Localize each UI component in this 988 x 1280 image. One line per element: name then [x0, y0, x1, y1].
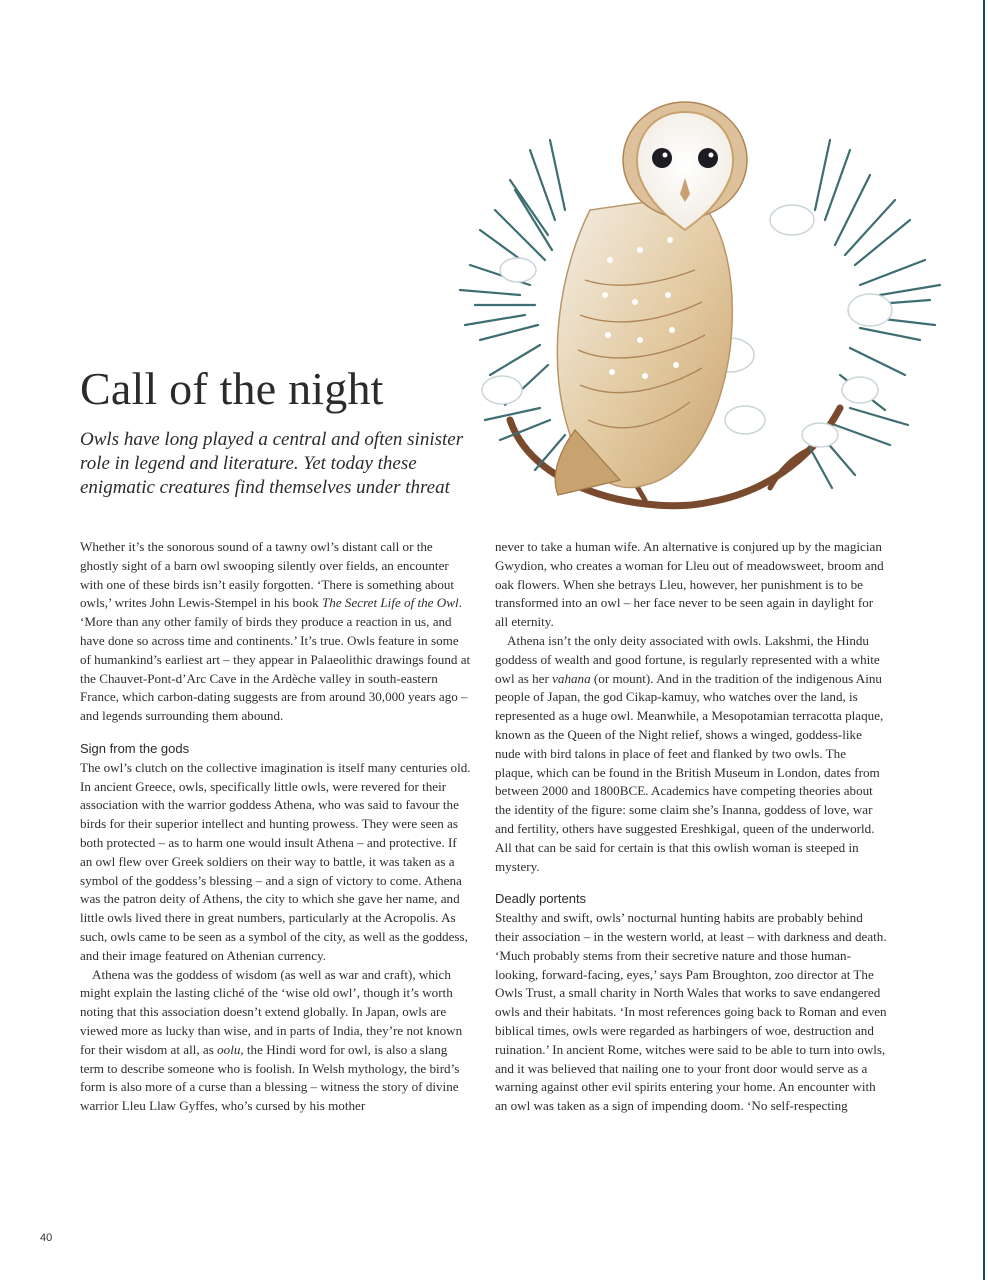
book-title: The Secret Life of the Owl: [321, 595, 459, 611]
paragraph-text: . ‘More than any other family of birds they produce a reaction in us, and have done so across time and continents.’ It’s true. Owls feature in some of humankind’s earliest art – they appear in Palaeolithic drawings found at the Chauvet-Pont-d’Arc Cave in the Ardèche valley in south-eastern France, which carbon-dating suggests are from around 30,000 years ago – and legends surrounding them abound.: [80, 595, 471, 724]
body-column-right: [495, 538, 887, 1116]
section-subhead: Sign from the gods: [80, 740, 190, 756]
foreign-word: vahana: [552, 670, 591, 686]
body-paragraph: never to take a human wife. An alternative is conjured up by the magician Gwydion, who creates a woman for Lleu out of meadowsweet, broom and oak flowers. When she betrays Lleu, however, her punishment is to be transformed into an owl – her face never to be seen again in daylight for all eternity.: [495, 539, 884, 630]
article-standfirst: Owls have long played a central and often sinister role in legend and literature. Yet today these enigmatic creatures find themselves under threat: [80, 429, 464, 498]
body-paragraph: Stealthy and swift, owls’ nocturnal hunting habits are probably behind their association – in the western world, at least – with darkness and death. ‘Much probably stems from their secretive nature and those human-looking, forward-facing, eyes,’ says Pam Broughton, zoo director at The Owls Trust, a small charity in North Wales that works to save endangered owls and their habitats. ‘In most references going back to Roman and even biblical times, owls were regarded as harbingers of woe, destruction and ruination.’ In ancient Rome, witches were said to be able to turn into owls, and it was believed that nailing one to your front door would serve as a warning against other evil spirits entering your home. An encounter with an owl was taken as a sign of impending doom. ‘No self-respecting: [495, 910, 887, 1114]
body-paragraph: [80, 966, 472, 1116]
section-subhead: Deadly portents: [495, 891, 587, 907]
body-paragraph: [80, 538, 472, 726]
paragraph-text: (or mount). And in the tradition of the indigenous Ainu people of Japan, the god Cikap-kamuy, who watches over the land, is represented as a huge owl. Meanwhile, a Mesopotamian terracotta plaque, known as the Queen of the Night relief, shows a winged, goddess-like nude with bird talons in place of feet and flanked by two owls. The plaque, which can be found in the British Museum in London, dates from between 2000 and 1800BCE. Academics have competing theories about the identity of the figure: some claim she’s Inanna, goddess of love, war and fertility, others have suggested Ereshkigal, queen of the underworld. All that can be said for certain is that this owlish woman is steeped in mystery.: [495, 670, 884, 874]
body-column-left: [80, 538, 472, 1116]
body-paragraph: [495, 632, 887, 876]
body-paragraph: The owl’s clutch on the collective imagination is itself many centuries old. In ancient Greece, owls, specifically little owls, were revered for their association with the warrior goddess Athena, who was said to favour the birds for their superior intellect and hunting prowess. They were seen as both protected – as to harm one would insult Athena – and protective. If an owl flew over Greek soldiers on their way to battle, it was taken as a symbol of the goddess’s blessing – and a sign of victory to come. Athena was the patron deity of Athens, the city to which she gave her name, and little owls lived there in great numbers, particularly at the Acropolis. As such, owls came to be seen as a symbol of the city, as well as the goddess, and their image featured on Athenian currency.: [80, 759, 471, 963]
page-edge-line: [983, 0, 985, 1280]
foreign-word: oolu: [217, 1041, 241, 1057]
article-title: Call of the night: [80, 363, 384, 414]
page-number: 40: [40, 1232, 53, 1244]
paragraph-text: Athena isn’t the only deity associated with owls. Lakshmi, the Hindu goddess of wealth and good fortune, is regularly represented with a white owl as her: [495, 632, 880, 686]
paragraph-text: Athena was the goddess of wisdom (as well as war and craft), which might explain the lasting cliché of the ‘wise old owl’, though it’s worth noting that this association doesn’t extend globally. In Japan, owls are viewed more as lucky than wise, and in parts of India, they’re not known for their wisdom at all, as: [80, 966, 463, 1057]
paragraph-text: , the Hindi word for owl, is also a slang term to describe someone who is foolish. In Welsh mythology, the bird’s form is also more of a curse than a blessing – witness the story of divine warrior Lleu Llaw Gyffes, who’s cursed by his mother: [80, 1041, 460, 1114]
paragraph-text: Whether it’s the sonorous sound of a tawny owl’s distant call or the ghostly sight of a barn owl swooping silently over fields, an encounter with one of these birds isn’t easily forgotten. ‘There is something about owls,’ writes John Lewis-Stempel in his book: [80, 539, 455, 611]
barn-owl-illustration: [440, 90, 950, 510]
